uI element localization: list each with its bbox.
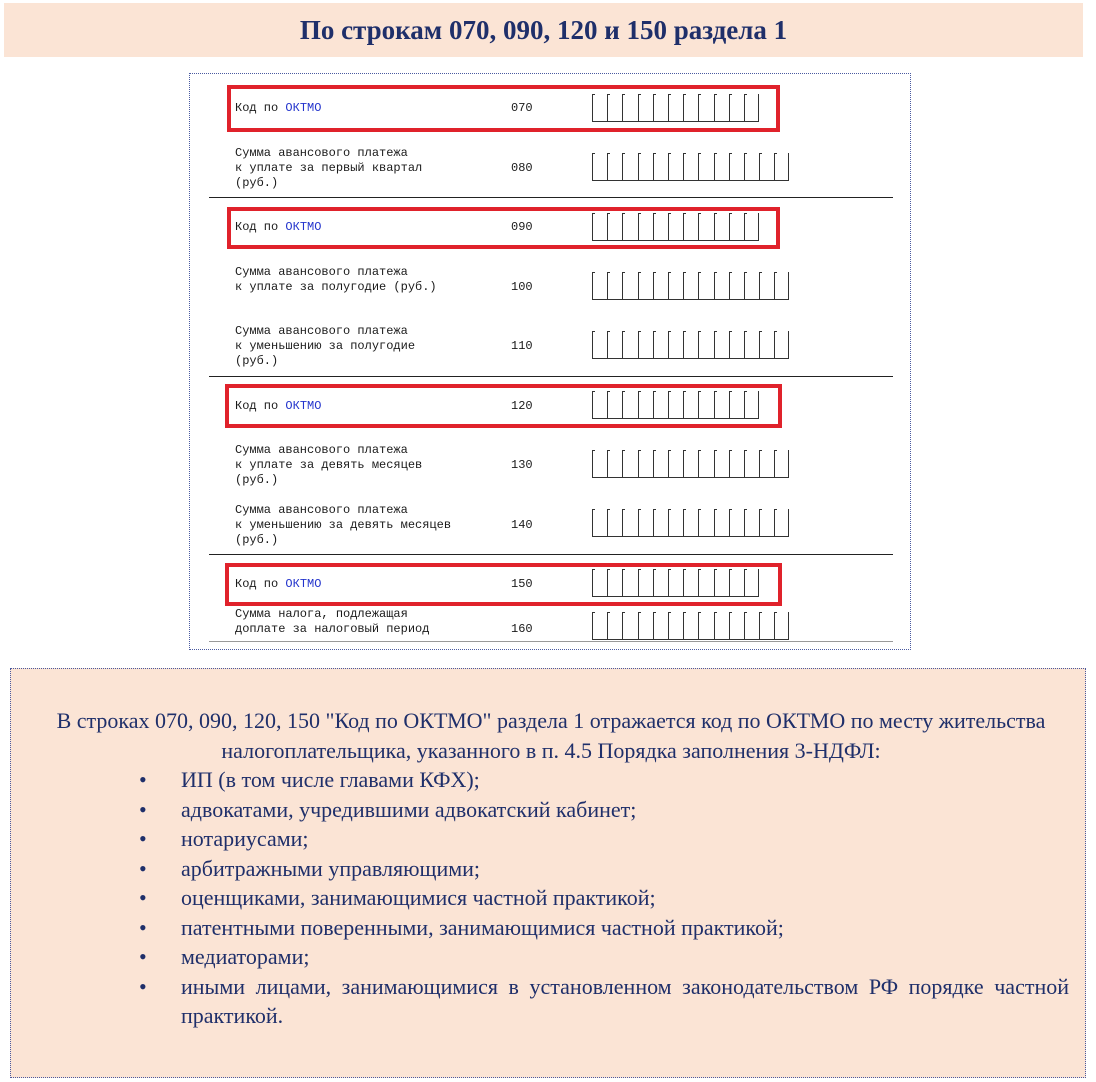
- row-label: Сумма авансового платежа к уплате за первый квартал (руб.): [235, 146, 423, 190]
- char-cell[interactable]: [653, 509, 668, 537]
- char-cell[interactable]: [683, 272, 698, 300]
- char-cell[interactable]: [622, 450, 637, 478]
- char-cell[interactable]: [714, 450, 729, 478]
- amount-field-140[interactable]: [592, 509, 789, 537]
- highlight-box-070: [227, 85, 780, 132]
- bullet-list: [139, 765, 1069, 1031]
- char-cell[interactable]: [729, 272, 744, 300]
- list-item: • оценщиками, занимающимися частной практикой;: [139, 883, 1069, 913]
- char-cell[interactable]: [668, 331, 683, 359]
- char-cell[interactable]: [729, 153, 744, 181]
- char-cell[interactable]: [653, 331, 668, 359]
- bottom-divider: [209, 641, 893, 642]
- char-cell[interactable]: [622, 153, 637, 181]
- char-cell[interactable]: [729, 612, 744, 640]
- char-cell[interactable]: [638, 272, 653, 300]
- header-banner: [4, 3, 1083, 57]
- char-cell[interactable]: [714, 612, 729, 640]
- list-item: • патентными поверенными, занимающимися частной практикой;: [139, 913, 1069, 943]
- char-cell[interactable]: [592, 612, 607, 640]
- char-cell[interactable]: [744, 153, 759, 181]
- list-item: • нотариусами;: [139, 824, 1069, 854]
- list-item: • арбитражными управляющими;: [139, 854, 1069, 884]
- highlight-box-150: [225, 563, 782, 606]
- char-cell[interactable]: [653, 612, 668, 640]
- char-cell[interactable]: [714, 153, 729, 181]
- char-cell[interactable]: [774, 450, 789, 478]
- char-cell[interactable]: [759, 331, 774, 359]
- char-cell[interactable]: [638, 509, 653, 537]
- char-cell[interactable]: [744, 272, 759, 300]
- list-item: • медиаторами;: [139, 942, 1069, 972]
- row-label: Сумма авансового платежа к уменьшению за полугодие (руб.): [235, 324, 416, 368]
- char-cell[interactable]: [622, 272, 637, 300]
- char-cell[interactable]: [774, 509, 789, 537]
- char-cell[interactable]: [729, 509, 744, 537]
- char-cell[interactable]: [607, 450, 622, 478]
- char-cell[interactable]: [592, 331, 607, 359]
- char-cell[interactable]: [714, 331, 729, 359]
- row-code: 140: [511, 518, 533, 532]
- char-cell[interactable]: [622, 612, 637, 640]
- char-cell[interactable]: [698, 331, 713, 359]
- char-cell[interactable]: [759, 509, 774, 537]
- row-code: 080: [511, 161, 533, 175]
- section-divider: [209, 554, 893, 555]
- char-cell[interactable]: [774, 153, 789, 181]
- char-cell[interactable]: [592, 509, 607, 537]
- highlight-box-120: [225, 384, 782, 428]
- char-cell[interactable]: [592, 272, 607, 300]
- row-label: Сумма авансового платежа к уменьшению за девять месяцев (руб.): [235, 503, 452, 547]
- char-cell[interactable]: [668, 153, 683, 181]
- char-cell[interactable]: [607, 509, 622, 537]
- char-cell[interactable]: [744, 509, 759, 537]
- char-cell[interactable]: [683, 153, 698, 181]
- char-cell[interactable]: [698, 450, 713, 478]
- row-label: Код по ОКТМО: [235, 220, 322, 234]
- char-cell[interactable]: [759, 272, 774, 300]
- list-item: • ИП (в том числе главами КФХ);: [139, 765, 1069, 795]
- row-code: 120: [511, 399, 533, 413]
- char-cell[interactable]: [668, 612, 683, 640]
- row-label: Сумма авансового платежа к уплате за девять месяцев (руб.): [235, 443, 423, 487]
- row-label: Код по ОКТМО: [235, 577, 322, 591]
- char-cell[interactable]: [683, 331, 698, 359]
- char-cell[interactable]: [607, 612, 622, 640]
- list-item: • адвокатами, учредившими адвокатский кабинет;: [139, 795, 1069, 825]
- char-cell[interactable]: [683, 509, 698, 537]
- char-cell[interactable]: [698, 153, 713, 181]
- char-cell[interactable]: [592, 153, 607, 181]
- char-cell[interactable]: [698, 272, 713, 300]
- char-cell[interactable]: [607, 272, 622, 300]
- row-code: 130: [511, 458, 533, 472]
- char-cell[interactable]: [774, 272, 789, 300]
- row-code: 110: [511, 339, 533, 353]
- amount-field-100[interactable]: [592, 272, 789, 300]
- char-cell[interactable]: [714, 272, 729, 300]
- char-cell[interactable]: [638, 612, 653, 640]
- row-label: Код по ОКТМО: [235, 101, 322, 115]
- char-cell[interactable]: [759, 153, 774, 181]
- intro-paragraph: В строках 070, 090, 120, 150 "Код по ОКТМО" раздела 1 отражается код по ОКТМО по месту жительства налогоплательщика, указанного в п. 4.5 Порядка заполнения 3-НДФЛ:: [56, 708, 1046, 763]
- char-cell[interactable]: [638, 153, 653, 181]
- char-cell[interactable]: [668, 450, 683, 478]
- char-cell[interactable]: [622, 331, 637, 359]
- char-cell[interactable]: [607, 153, 622, 181]
- char-cell[interactable]: [744, 331, 759, 359]
- char-cell[interactable]: [668, 509, 683, 537]
- char-cell[interactable]: [698, 612, 713, 640]
- char-cell[interactable]: [774, 331, 789, 359]
- amount-field-110[interactable]: [592, 331, 789, 359]
- section-divider: [209, 197, 893, 198]
- row-label: Код по ОКТМО: [235, 399, 322, 413]
- char-cell[interactable]: [683, 450, 698, 478]
- row-code: 090: [511, 220, 533, 234]
- section-divider: [209, 376, 893, 377]
- char-cell[interactable]: [653, 272, 668, 300]
- char-cell[interactable]: [744, 450, 759, 478]
- char-cell[interactable]: [638, 331, 653, 359]
- info-panel: [10, 668, 1086, 1078]
- row-code: 160: [511, 622, 533, 636]
- char-cell[interactable]: [607, 331, 622, 359]
- char-cell[interactable]: [774, 612, 789, 640]
- amount-field-160[interactable]: [592, 612, 789, 640]
- row-code: 070: [511, 101, 533, 115]
- char-cell[interactable]: [638, 450, 653, 478]
- char-cell[interactable]: [653, 450, 668, 478]
- char-cell[interactable]: [714, 509, 729, 537]
- row-code: 100: [511, 280, 533, 294]
- char-cell[interactable]: [729, 331, 744, 359]
- char-cell[interactable]: [759, 450, 774, 478]
- page-title: По строкам 070, 090, 120 и 150 раздела 1: [299, 14, 788, 45]
- char-cell[interactable]: [759, 612, 774, 640]
- char-cell[interactable]: [744, 612, 759, 640]
- amount-field-080[interactable]: [592, 153, 789, 181]
- char-cell[interactable]: [729, 450, 744, 478]
- char-cell[interactable]: [653, 153, 668, 181]
- char-cell[interactable]: [622, 509, 637, 537]
- list-item: • иными лицами, занимающимися в установленном законодательством РФ порядке частной практикой.: [139, 972, 1069, 1031]
- amount-field-130[interactable]: [592, 450, 789, 478]
- highlight-box-090: [227, 207, 780, 249]
- form-excerpt: [189, 73, 911, 650]
- row-label: Сумма авансового платежа к уплате за полугодие (руб.): [235, 265, 437, 294]
- row-label: Сумма налога, подлежащая доплате за налоговый период: [235, 607, 430, 636]
- row-code: 150: [511, 577, 533, 591]
- char-cell[interactable]: [592, 450, 607, 478]
- char-cell[interactable]: [698, 509, 713, 537]
- char-cell[interactable]: [668, 272, 683, 300]
- char-cell[interactable]: [683, 612, 698, 640]
